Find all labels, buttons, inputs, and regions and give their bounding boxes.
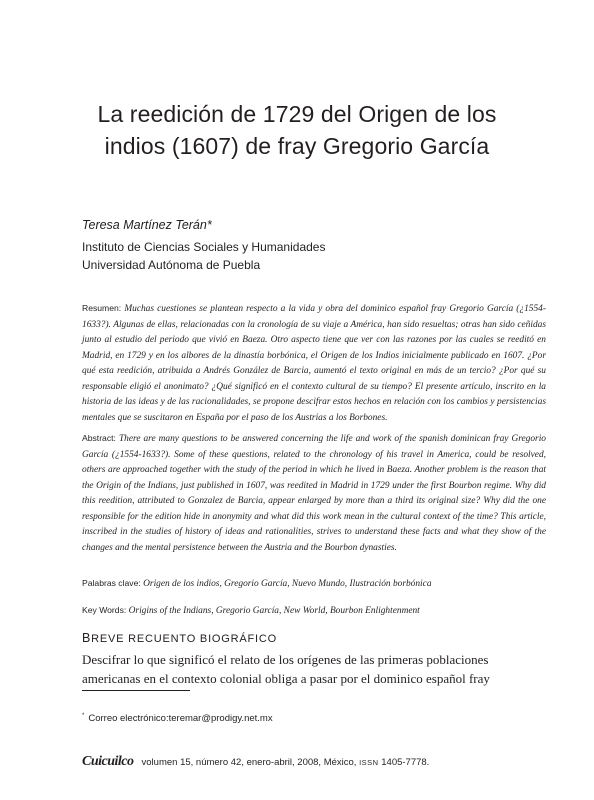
palabras-clave-label: Palabras clave: [82,578,144,588]
footnote-divider [82,690,190,691]
key-words-text: Origins of the Indians, Gregorio García, New World, Bourbon Enlightenment [128,606,420,616]
section-heading-initial: B [82,631,92,645]
author-name: Teresa Martínez Terán* [82,218,212,232]
issn-value: 1405-7778. [378,757,430,768]
title-line-1: La reedición de 1729 del Origen de los [97,101,497,127]
issn-label: ISSN [359,758,379,767]
key-words [82,605,552,616]
resumen-paragraph [82,301,546,425]
affiliation-institute: Instituto de Ciencias Sociales y Humanidades [82,240,326,254]
section-heading [82,631,277,645]
resumen-label: Resumen: [82,303,125,313]
article-title [40,98,554,162]
resumen-text: Muchas cuestiones se plantean respecto a la vida y obra del dominico español fray Gregorio García (¿1554-1633?). Algunas de ellas, relacionadas con la cronología de su viaje a América, han sido resueltas; otras han sido ceñidas junto al estudio del periodo que vivió en Baeza. Otro aspecto tiene que ver con las razones por las cuales se reeditó en Madrid, en 1729 y en los albores de la dinastía borbónica, el Origen de los Indios inicialmente publicado en 1607. ¿Por qué esta reedición, atribuida a Andrés González de Barcia, aumentó el texto original en más de un tercio? ¿Por qué su responsable eligió el anonimato? ¿Qué significó en el contexto cultural de su tiempo? El presente artículo, inscrito en la historia de las ideas y de las racionalidades, se propone descifrar estos hechos en relación con los cambios y persistencias mentales que se suscitaron en España por el paso de los Austrias a los Borbones. [82,304,546,423]
footer-citation: volumen 15, número 42, enero-abril, 2008, México, [141,757,360,768]
palabras-clave [82,578,552,589]
key-words-label: Key Words: [82,605,129,615]
journal-logo: Cuicuilco [82,754,134,769]
body-line-1: Descifrar lo que significó el relato de los orígenes de las primeras poblaciones [82,652,489,667]
body-line-2: americanas en el contexto colonial obliga a pasar por el dominico español fray [82,671,490,686]
abstract-label: Abstract: [82,433,119,443]
palabras-clave-text: Origen de los indios, Gregorio García, Nuevo Mundo, Ilustración borbónica [143,579,432,589]
page-footer [82,754,429,770]
footnote [82,713,273,724]
abstract-paragraph [82,431,546,555]
body-text [82,650,546,688]
section-heading-rest: REVE RECUENTO BIOGRÁFICO [91,633,277,645]
title-line-2: indios (1607) de fray Gregorio García [104,133,490,159]
affiliation-university: Universidad Autónoma de Puebla [82,258,261,272]
abstract-text: There are many questions to be answered concerning the life and work of the spanish dominican fray Gregorio García (¿1554-1633?). Some of these questions, related to the chronology of his travel in America, could be resolved, others are approached together with the study of the period in which he lived in Baeza. Another problem is the reason that the Origin of the Indians, just published in 1607, was reedited in Madrid in 1729 under the first Bourbon regime. Why did this reedition, attributed to Gonzalez de Barcia, appear enlarged by more than a third its original size? Why did the one responsible for the edition hide in anonymity and what did this work mean in the cultural context of the time? This article, inscribed in the studies of history of ideas and rationalities, strives to understand these facts and what they show of the changes and the mental persistence between the Austria and the Bourbon dynasties. [82,434,546,553]
footnote-mark: * [82,713,85,719]
footnote-text: Correo electrónico:teremar@prodigy.net.mx [88,713,273,724]
